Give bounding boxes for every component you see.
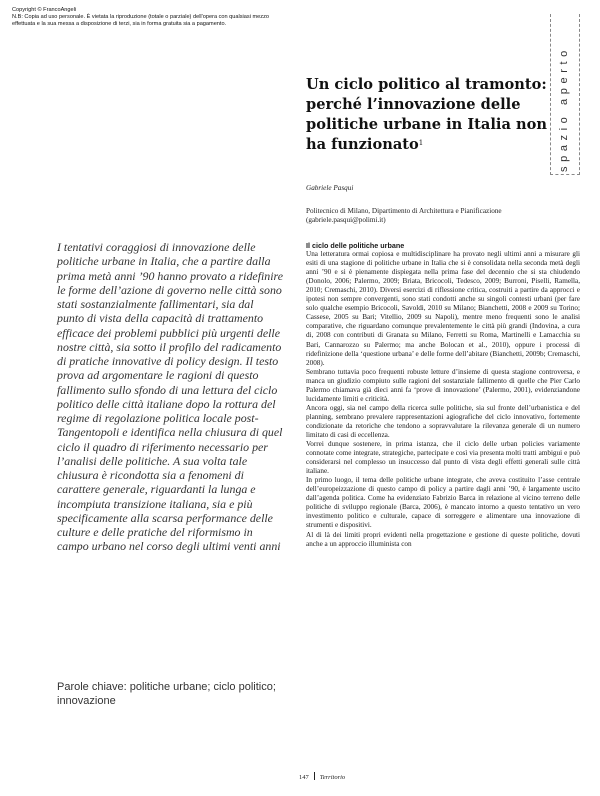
journal-name: Territorio — [319, 774, 346, 781]
footer-divider — [314, 772, 315, 780]
copyright-line: effettuata e la sua messa a disposizione di terzi, sia in forma gratuita sia a pagamento. — [12, 20, 227, 27]
body-paragraph: Ancora oggi, sia nel campo della ricerca sulle politiche, sia sul fronte dell’urbanistica e del planning, sembrano prevalere rappresentazioni agiografiche del ciclo innovativo, fortemente condizionate da retoriche che tendono a sopravvalutare la rilevanza generale di un numero limitato di casi di eccellenza. — [306, 403, 580, 439]
page-footer — [299, 772, 345, 781]
body-paragraph: In primo luogo, il tema delle politiche urbane integrate, che aveva costituito l’asse centrale dell’europeizzazione di questo campo di policy a partire dagli anni ’90, è largamente uscito dall’agenda politica. Come ha evidenziato Fabrizio Barca in relazione al vicino terreno delle politiche di sviluppo regionale (Barca, 2006), è mancato intorno a questo tentativo un vero investimento politico e culturale, capace di sorreggere e alimentare una innovazione di strumenti e dispositivi. — [306, 476, 580, 530]
page-number: 147 — [299, 774, 309, 781]
body-paragraph: Una letteratura ormai copiosa e multidisciplinare ha provato negli ultimi anni a misurare gli esiti di una stagione di politiche urbane in Italia che si è consolidata nella seconda metà degli anni ’90 e si è pienamente dispiegata nella prima fase del decennio che si sta chiudendo (Donolo, 2006; Palermo, 2009; Briata, Bricocoli, Tedesco, 2009; Burroni, Piselli, Ramella, 2010; Cremaschi, 2010). Diversi esercizi di riflessione critica, costruiti a partire da approcci e ipotesi non sempre convergenti, sono stati condotti anche su singoli contesti urbani (per fare solo qualche esempio Bricocoli, Savoldi, 2010 su Milano; Bianchetti, 2008 e 2009 su Torino; Cassese, 2005 su Bari; Vitellio, 2009 su Napoli), mentre meno frequenti sono le analisi comparative, che riguardano comunque prevalentemente le città più grandi (Indovina, a cura di, 2008 con contributi di Granata su Milano, Ferretti su Roma, Martinelli e Lamacchia su Bari, Cannarozzo su Palermo; ma anche Bolocan et al., 2010), oppure i processi di ridefinizione della ‘questione urbana’ e delle forme dell’abitare (Bianchetti, 2009b; Cremaschi, 2008). — [306, 250, 580, 367]
body-paragraph: Al di là dei limiti propri evidenti nella progettazione e gestione di queste politiche, dovuti anche a un approccio illuminista con — [306, 530, 580, 548]
section-label: spazio aperto — [558, 46, 570, 172]
body-paragraph: Sembrano tuttavia poco frequenti robuste letture d’insieme di questa stagione controversa, e manca un giudizio compiuto sulle ragioni del sostanziale fallimento di quelle che Pier Carlo Palermo chiamava già dieci anni fa ‘prove di innovazione’ (Palermo, 2001), evidenziandone lucidamente limiti e criticità. — [306, 367, 580, 403]
section-heading: Il ciclo delle politiche urbane — [306, 241, 405, 250]
footnote-marker[interactable]: 1 — [418, 139, 424, 147]
body-paragraph: Vorrei dunque sostenere, in prima istanza, che il ciclo delle urban policies variamente connotate come integrate, strategiche, partecipate e così via presenta molti tratti ambigui e può considerarsi nel complesso un insuccesso dal punto di vista degli effetti generali sulle città italiane. — [306, 440, 580, 476]
copyright-notice — [12, 7, 432, 27]
abstract: I tentativi coraggiosi di innovazione delle politiche urbane in Italia, che a partire dalla prima metà anni ’90 hanno provato a ridefinire le forme dell’azione di governo nelle città sono stati sostanzialmente fallimentari, sia dal punto di vista della capacità di trattamento efficace dei problemi pubblici più urgenti delle nostre città, sia sotto il profilo del radicamento di pratiche innovative di policy design. Il testo prova ad argomentare le ragioni di questo fallimento sullo sfondo di una lettura del ciclo politico delle città italiane dopo la rottura del regime di regolazione politica locale post-Tangentopoli e identifica nella chiusura di quel ciclo il quadro di riferimento necessario per l’analisi delle politiche. A sua volta tale chiusura è ricondotta sia a fenomeni di carattere generale, riguardanti la lunga e incompiuta transizione italiana, sia e più specificamente alla scarsa performance delle culture e delle pratiche del riformismo in campo urbano nel corso degli ultimi venti anni — [57, 240, 284, 554]
author-affiliation: Politecnico di Milano, Dipartimento di Architettura e Pianificazione (gabriele.pasqui@polimi.it) — [306, 207, 502, 224]
article-title — [306, 75, 566, 155]
copyright-line: N.B: Copia ad uso personale. È vietata la riproduzione (totale o parziale) dell'opera con qualsiasi mezzo — [12, 13, 269, 20]
article-title-text: Un ciclo politico al tramonto: perché l’innovazione delle politiche urbane in Italia non ha funzionato — [306, 76, 547, 153]
keywords: Parole chiave: politiche urbane; ciclo politico; innovazione — [57, 681, 276, 707]
body-text-column — [306, 241, 580, 549]
copyright-line: Copyright © FrancoAngeli — [12, 7, 77, 13]
author-name: Gabriele Pasqui — [306, 184, 354, 192]
